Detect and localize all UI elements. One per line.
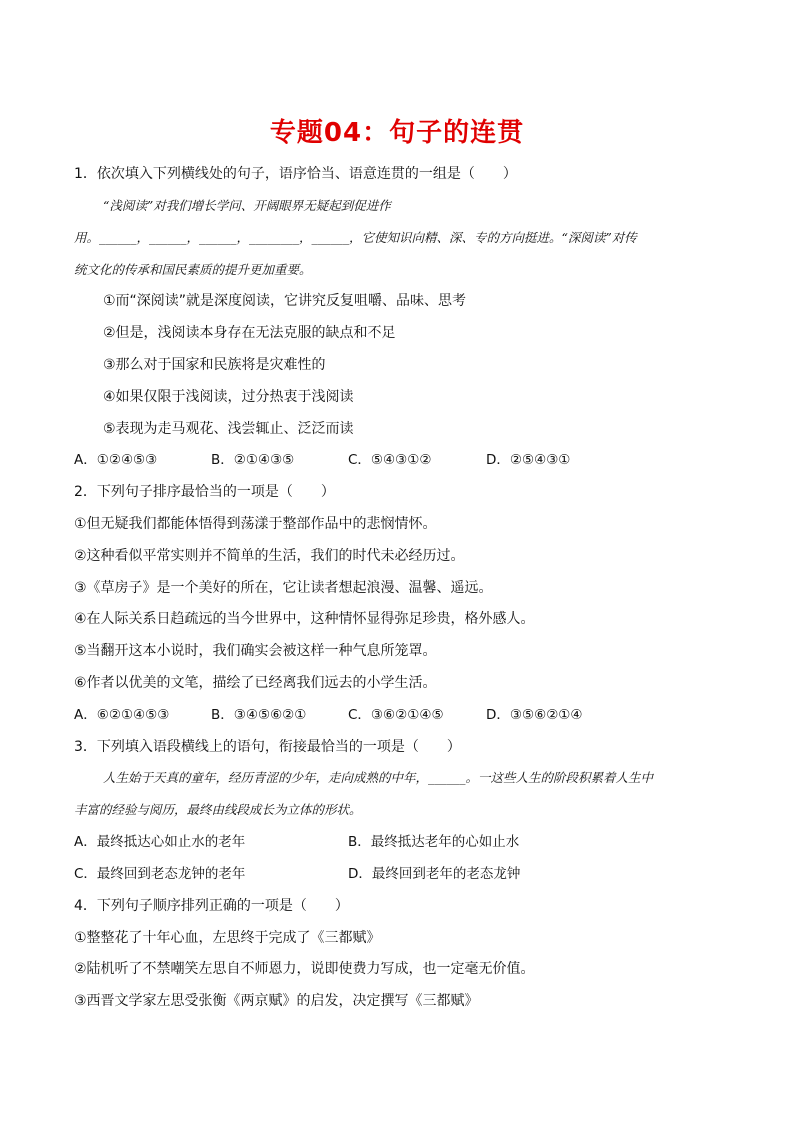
question-2-item: ②这种看似平常实则并不简单的生活，我们的时代未必经历过。 bbox=[74, 548, 465, 564]
question-3-option-b: B．最终抵达老年的心如止水 bbox=[348, 834, 520, 850]
question-4-item: ③西晋文学家左思受张衡《两京赋》的启发，决定撰写《三都赋》 bbox=[74, 993, 479, 1009]
question-3-passage-line: 人生始于天真的童年，经历青涩的少年，走向成熟的中年，______。一这些人生的阶段积累着人生中 bbox=[103, 770, 654, 785]
question-2-item: ⑥作者以优美的文笔，描绘了已经离我们远去的小学生活。 bbox=[74, 675, 437, 691]
question-1-item: ③那么对于国家和民族将是灾难性的 bbox=[103, 357, 326, 373]
question-2-stem: 2．下列句子排序最恰当的一项是（ ） bbox=[74, 484, 335, 500]
question-2-item: ④在人际关系日趋疏远的当今世界中，这种情怀显得弥足珍贵，格外感人。 bbox=[74, 611, 535, 627]
question-1-item: ①而“深阅读”就是深度阅读，它讲究反复咀嚼、品味、思考 bbox=[103, 293, 467, 309]
question-2-item: ③《草房子》是一个美好的所在，它让读者想起浪漫、温馨、遥远。 bbox=[74, 580, 493, 596]
question-3-option-c: C．最终回到老态龙钟的老年 bbox=[74, 866, 246, 882]
question-2-item: ⑤当翻开这本小说时，我们确实会被这样一种气息所笼罩。 bbox=[74, 643, 437, 659]
question-1-option-b: B．②①④③⑤ bbox=[211, 452, 295, 468]
question-1-passage-line: 用。______，______，______，________，______，它使知识向精、深、专的方向挺进。“深阅读”对传 bbox=[74, 230, 637, 245]
question-1-stem: 1．依次填入下列横线处的句子，语序恰当、语意连贯的一组是（ ） bbox=[74, 166, 517, 182]
question-4-item: ①整整花了十年心血，左思终于完成了《三都赋》 bbox=[74, 930, 381, 946]
question-1-item: ⑤表现为走马观花、浅尝辄止、泛泛而读 bbox=[103, 421, 354, 437]
question-3-stem: 3．下列填入语段横线上的语句，衔接最恰当的一项是（ ） bbox=[74, 739, 461, 755]
question-1-option-d: D．②⑤④③① bbox=[486, 452, 571, 468]
question-2-option-a: A．⑥②①④⑤③ bbox=[74, 707, 170, 723]
question-2-item: ①但无疑我们都能体悟得到荡漾于整部作品中的悲悯情怀。 bbox=[74, 516, 437, 532]
question-3-option-a: A．最终抵达心如止水的老年 bbox=[74, 834, 246, 850]
question-1-option-a: A．①②④⑤③ bbox=[74, 452, 158, 468]
question-1-item: ④如果仅限于浅阅读，过分热衷于浅阅读 bbox=[103, 389, 354, 405]
question-3-passage-line: 丰富的经验与阅历，最终由线段成长为立体的形状。 bbox=[74, 802, 362, 817]
question-4-item: ②陆机听了不禁嘲笑左思自不师恩力，说即使费力写成，也一定毫无价值。 bbox=[74, 961, 535, 977]
question-3-option-d: D．最终回到老年的老态龙钟 bbox=[348, 866, 521, 882]
question-2-option-c: C．③⑥②①④⑤ bbox=[348, 707, 444, 723]
question-4-stem: 4．下列句子顺序排列正确的一项是（ ） bbox=[74, 898, 349, 914]
question-1-option-c: C．⑤④③①② bbox=[348, 452, 432, 468]
question-1-passage-line: 统文化的传承和国民素质的提升更加重要。 bbox=[74, 262, 312, 277]
question-2-option-b: B．③④⑤⑥②① bbox=[211, 707, 307, 723]
question-2-option-d: D．③⑤⑥②①④ bbox=[486, 707, 583, 723]
page-title: 专题04：句子的连贯 bbox=[269, 118, 525, 148]
question-1-item: ②但是，浅阅读本身存在无法克服的缺点和不足 bbox=[103, 325, 396, 341]
question-1-passage-line: “浅阅读”对我们增长学问、开阔眼界无疑起到促进作 bbox=[103, 198, 391, 213]
